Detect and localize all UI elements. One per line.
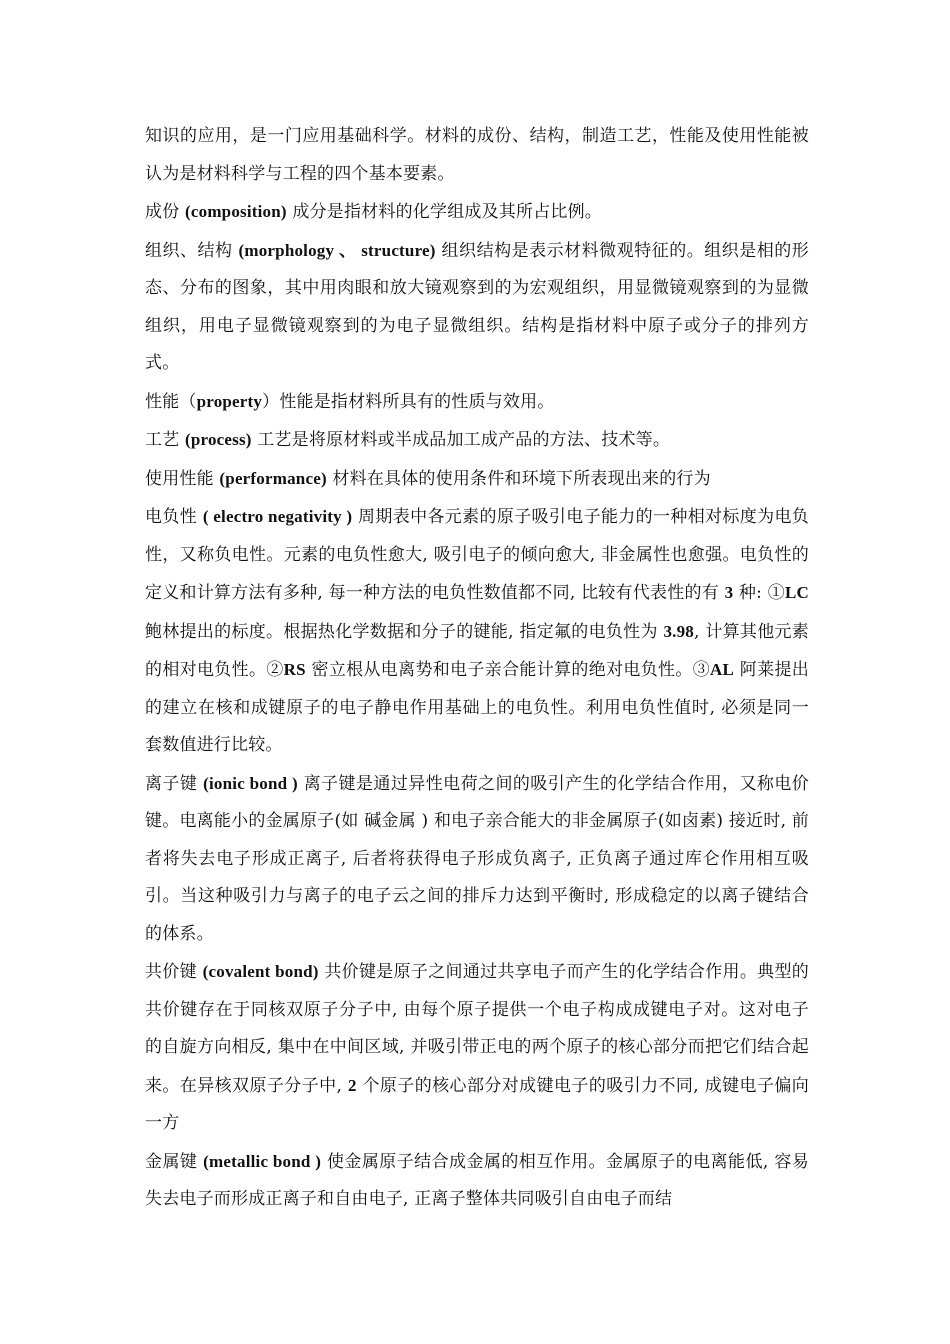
term-process: 工艺 [145, 430, 180, 450]
term-ionic: 离子键 [145, 773, 198, 794]
definition-electronegativity-6: 阿莱提出的建立在核和成键原子的电子静电作用基础上的电负性。利用电负性值时, 必须是同一套数值进行比较。 [145, 660, 809, 755]
abbr-al: AL [710, 660, 735, 679]
paragraph-performance [145, 460, 809, 499]
term-performance: 使用性能 [145, 468, 214, 489]
definition-electronegativity-3: 鲍林提出的标度。根据热化学数据和分子的键能, 指定氟的电负性为 [145, 621, 664, 642]
abbr-rs: RS [283, 660, 306, 679]
paragraph-property [145, 383, 809, 422]
definition-process: 工艺是将原材料或半成品加工成产品的方法、技术等。 [257, 430, 671, 450]
definition-property: 性能是指材料所具有的性质与效用。 [279, 391, 555, 412]
definition-electronegativity-4: , 计算其他元素的相对电负性。② [145, 621, 809, 680]
definition-composition: 成分是指材料的化学组成及其所占比例。 [292, 202, 602, 222]
value-fluorine: 3.98 [663, 621, 695, 641]
intro-text: 知识的应用，是一门应用基础科学。材料的成份、结构，制造工艺，性能及使用性能被认为是材料科学与工程的四个基本要素。 [145, 126, 809, 184]
paragraph-composition [145, 193, 809, 232]
paragraph-intro [145, 118, 809, 193]
term-performance-en: (performance) [219, 468, 327, 488]
abbr-lc: LC [784, 583, 809, 602]
term-ionic-en: (ionic bond ) [203, 773, 298, 793]
term-electronegativity-en: ( electro negativity ) [202, 507, 353, 526]
body-text [145, 118, 809, 1219]
definition-structure: 组织结构是表示材料微观特征的。组织是相的形态、分布的图象，其中用肉眼和放大镜观察到的为宏观组织，用显微镜观察到的为显微组织，用电子显微镜观察到的为电子显微组织。结构是指材料中原子或分子的排列方式。 [145, 240, 810, 373]
count-two: 2 [347, 1075, 357, 1095]
paragraph-covalent [145, 953, 809, 1143]
count-three: 3 [724, 583, 734, 602]
definition-electronegativity-2: 种: ① [733, 583, 785, 603]
term-covalent: 共价键 [145, 962, 197, 982]
term-electronegativity: 电负性 [145, 507, 198, 527]
definition-covalent-2: 个原子的核心部分对成键电子的吸引力不同, 成键电子偏向一方 [145, 1075, 809, 1133]
paragraph-electronegativity [145, 498, 809, 765]
definition-electronegativity-1: 周期表中各元素的原子吸引电子能力的一种相对标度为电负性，又称负电性。元素的电负性愈大, 吸引电子的倾向愈大, 非金属性也愈强。电负性的定义和计算方法有多种, 每一种方法的电负性数值都不同, 比较有代表性的有 [145, 507, 810, 603]
term-structure-en: (morphology 、 structure) [238, 240, 436, 260]
term-structure: 组织、结构 [145, 240, 233, 261]
term-metallic: 金属键 [145, 1151, 198, 1172]
paragraph-ionic [145, 765, 809, 954]
term-metallic-en: (metallic bond ) [203, 1151, 322, 1171]
definition-electronegativity-5: 密立根从电离势和电子亲合能计算的绝对电负性。③ [305, 660, 711, 680]
term-process-en: (process) [185, 430, 252, 449]
term-property-close: ） [262, 391, 280, 412]
paragraph-process [145, 421, 809, 460]
definition-covalent-1: 共价键是原子之间通过共享电子而产生的化学结合作用。典型的共价键存在于同核双原子分子中, 由每个原子提供一个电子构成成键电子对。这对电子的自旋方向相反, 集中在中间区域, 并吸引带正电的两个原子的核心部分而把它们结合起来。在异核双原子分子中, [145, 962, 809, 1096]
definition-ionic: 离子键是通过异性电荷之间的吸引产生的化学结合作用，又称电价键。电离能小的金属原子(如 碱金属 ) 和电子亲合能大的非金属原子(如卤素) 接近时, 前者将失去电子形成正离子, 后者将获得电子形成负离子, 正负离子通过库仑作用相互吸引。当这种吸引力与离子的电子云之间的排斥力达到平衡时, 形成稳定的以离子键结合的体系。 [145, 773, 809, 944]
term-composition: 成份 [145, 202, 180, 222]
term-composition-en: (composition) [185, 202, 287, 221]
term-property-en: property [196, 391, 263, 411]
paragraph-structure [145, 232, 809, 383]
definition-performance: 材料在具体的使用条件和环境下所表现出来的行为 [332, 468, 711, 489]
definition-metallic: 使金属原子结合成金属的相互作用。金属原子的电离能低, 容易失去电子而形成正离子和自由电子, 正离子整体共同吸引自由电子而结 [145, 1151, 810, 1209]
term-covalent-en: (covalent bond) [202, 962, 319, 981]
paragraph-metallic [145, 1143, 809, 1219]
term-property: 性能（ [145, 391, 197, 412]
